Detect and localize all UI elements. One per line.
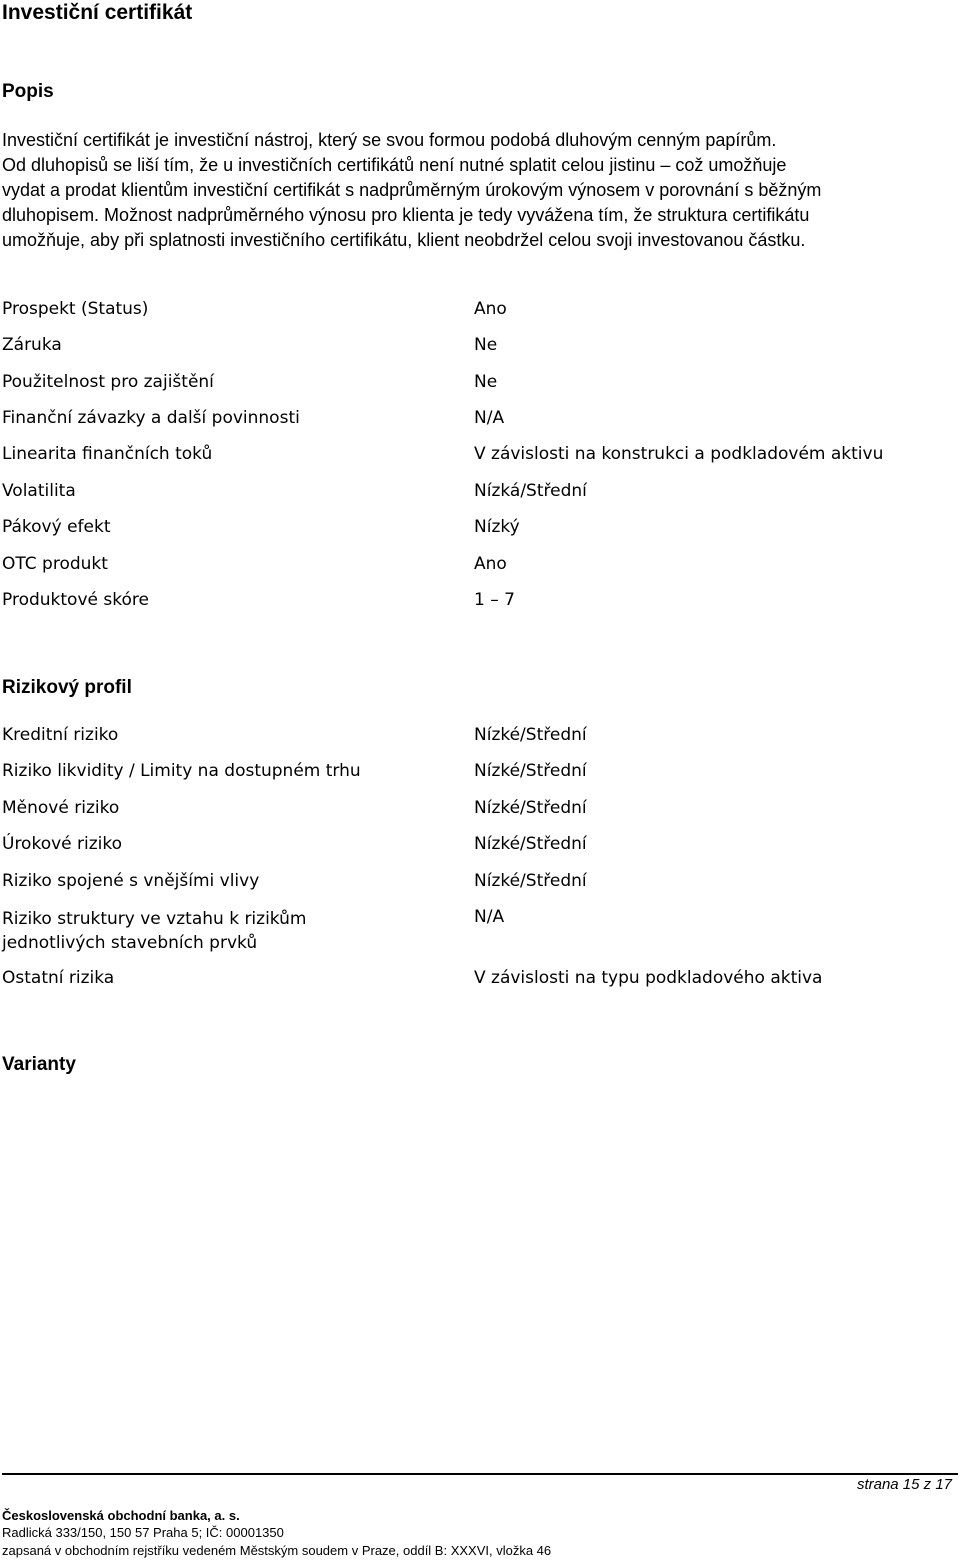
property-label: OTC produkt [2,554,108,574]
property-value: N/A [474,408,505,428]
property-value: 1 – 7 [474,590,515,610]
risk-label: Kreditní riziko [2,725,119,745]
description-line: Investiční certifikát je investiční nástroj, který se svou formou podobá dluhovým cenným papírům. [2,130,777,150]
property-value: Ano [474,554,507,574]
risk-label: Ostatní rizika [2,968,115,988]
property-label: Volatilita [2,481,76,501]
property-label: Použitelnost pro zajištění [2,372,214,392]
description-line: dluhopisem. Možnost nadprůměrného výnosu pro klienta je tedy vyvážena tím, že struktura certifikátu [2,205,810,225]
property-value: Ne [474,372,498,392]
description-line: Od dluhopisů se liší tím, že u investičních certifikátů není nutné splatit celou jistinu – což umožňuje [2,155,787,175]
risk-value: Nízké/Střední [474,761,587,781]
description-line: umožňuje, aby při splatnosti investičního certifikátu, klient neobdržel celou svoji investovanou částku. [2,230,806,250]
description-heading: Popis [2,81,54,102]
property-label: Linearita finančních toků [2,444,213,464]
risk-value: V závislosti na typu podkladového aktiva [474,968,823,988]
footer-registry: zapsaná v obchodním rejstříku vedeném Městským soudem v Praze, oddíl B: XXXVI, vložka 46 [2,1543,552,1558]
risk-value: Nízké/Střední [474,725,587,745]
risk-label: Riziko likvidity / Limity na dostupném trhu [2,761,361,781]
footer-divider [2,1473,958,1475]
property-label: Pákový efekt [2,517,111,537]
property-label: Záruka [2,335,62,355]
property-label: Prospekt (Status) [2,299,149,319]
risk-label: Riziko spojené s vnějšími vlivy [2,871,260,891]
property-label: Produktové skóre [2,590,149,610]
risk-value: Nízké/Střední [474,871,587,891]
property-value: Nízký [474,517,520,537]
document-title: Investiční certifikát [2,1,193,24]
variants-heading: Varianty [2,1054,76,1075]
risk-label: Měnové riziko [2,798,120,818]
risk-profile-heading: Rizikový profil [2,677,132,698]
risk-label: Riziko struktury ve vztahu k rizikům jednotlivých stavebních prvků [2,909,307,953]
page-number: strana 15 z 17 [856,1476,952,1493]
risk-value: Nízké/Střední [474,834,587,854]
property-value: Ne [474,335,498,355]
risk-label: Úrokové riziko [2,834,123,854]
risk-value: N/A [474,907,505,927]
risk-value: Nízké/Střední [474,798,587,818]
property-value: Ano [474,299,507,319]
description-line: vydat a prodat klientům investiční certifikát s nadprůměrným úrokovým výnosem v porovnání s běžným [2,180,822,200]
footer-bank-name: Československá obchodní banka, a. s. [2,1508,240,1523]
property-value: Nízká/Střední [474,481,587,501]
property-value: V závislosti na konstrukci a podkladovém aktivu [474,444,884,464]
description-paragraph [2,128,957,253]
footer-address: Radlická 333/150, 150 57 Praha 5; IČ: 00001350 [2,1525,284,1540]
property-label: Finanční závazky a další povinnosti [2,408,300,428]
